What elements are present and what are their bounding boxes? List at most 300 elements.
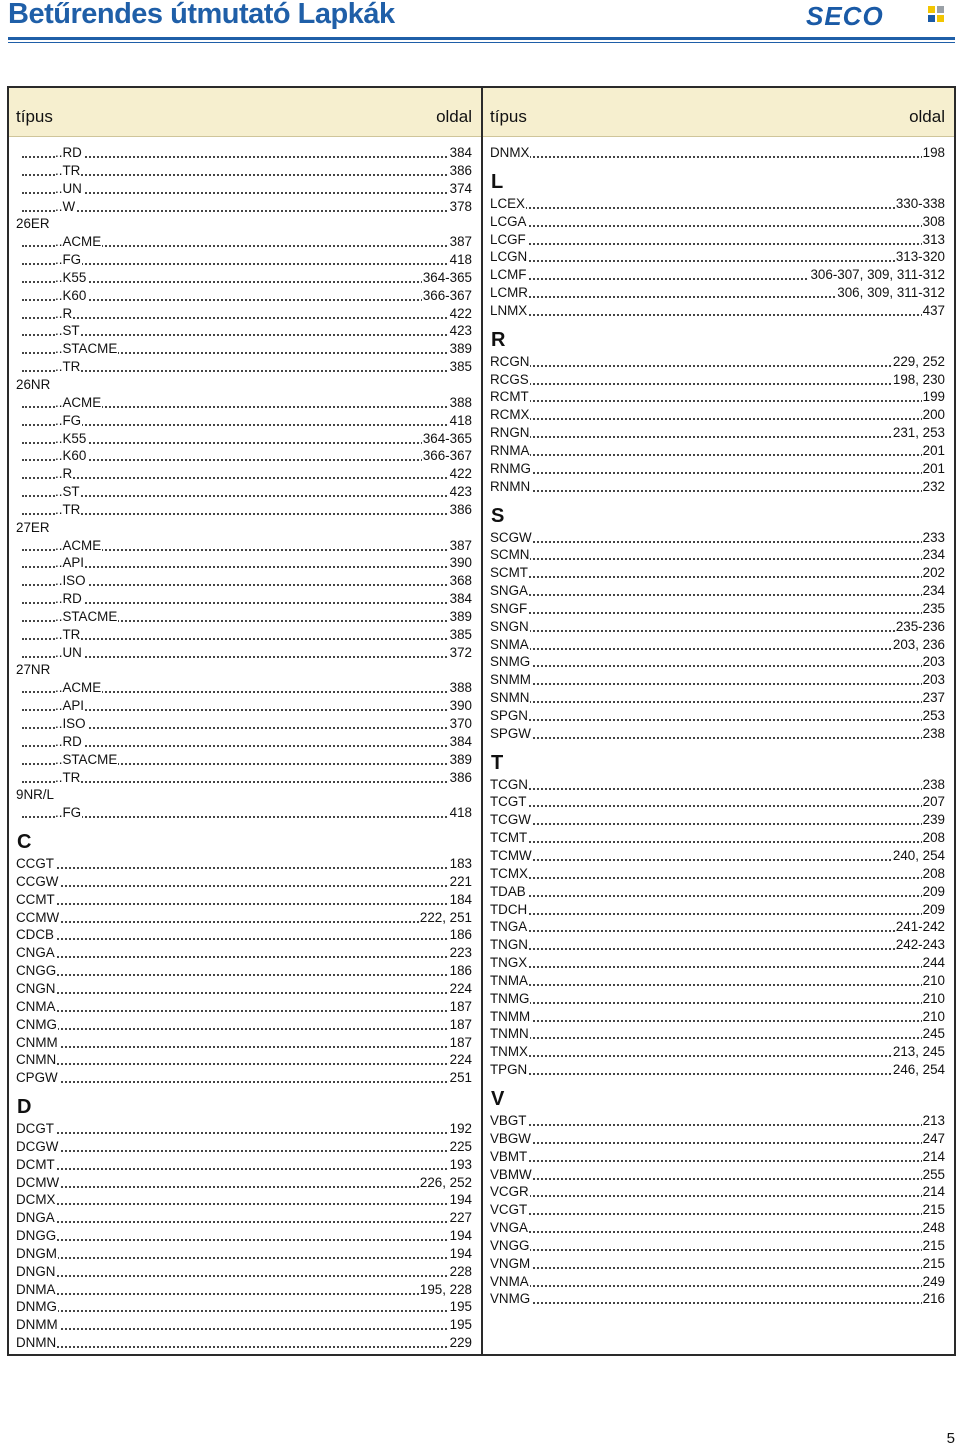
index-entry [16, 980, 472, 998]
page-reference: 384 [449, 591, 472, 607]
dot-leader [496, 1302, 939, 1304]
insert-type: DCGW [16, 1138, 59, 1154]
page-title: Betűrendes útmutató Lapkák [8, 0, 395, 30]
index-entry [16, 926, 472, 944]
index-entry [16, 626, 472, 644]
dot-leader [22, 1081, 466, 1083]
index-entry [490, 725, 945, 743]
insert-type: VNGA [490, 1220, 528, 1236]
insert-type: CNGA [16, 945, 55, 961]
index-entry [490, 653, 945, 671]
dot-leader [496, 1178, 939, 1180]
dot-leader [22, 745, 466, 747]
index-entry [16, 715, 472, 733]
dot-leader [496, 1124, 939, 1126]
dot-leader [496, 400, 939, 402]
index-entry [16, 1227, 472, 1245]
dot-leader [22, 477, 466, 479]
insert-type: ..ACME [55, 680, 102, 696]
dot-leader [496, 541, 939, 543]
insert-type: ..ST [55, 323, 80, 339]
index-entry [490, 847, 945, 865]
dot-leader [22, 638, 466, 640]
dot-leader [22, 781, 466, 783]
index-entry [490, 1237, 945, 1255]
index-entry [16, 909, 472, 927]
page-reference: 208 [922, 865, 945, 881]
insert-type: VCGR [490, 1184, 529, 1200]
insert-type: CCGT [16, 856, 54, 872]
index-entry [16, 855, 472, 873]
index-entry [490, 671, 945, 689]
dot-leader [496, 683, 939, 685]
index-entry [490, 424, 945, 442]
dot-leader [22, 1328, 466, 1330]
dot-leader [496, 859, 939, 861]
dot-leader [496, 314, 939, 316]
insert-type: ..API [55, 698, 85, 714]
insert-type: ..API [55, 555, 85, 571]
dot-leader [496, 1231, 939, 1233]
page-reference: 234 [922, 583, 945, 599]
group-heading [16, 215, 472, 233]
dot-leader [496, 877, 939, 879]
dot-leader [22, 921, 466, 923]
insert-type: SNGF [490, 600, 528, 616]
page-reference: 200 [922, 407, 945, 423]
page-reference: 238 [922, 776, 945, 792]
index-list-left [16, 144, 472, 1352]
page-reference: 255 [922, 1166, 945, 1182]
page-reference: 235-236 [895, 618, 945, 634]
group-heading-label: 9NR/L [16, 787, 54, 803]
page-reference: 201 [922, 460, 945, 476]
index-entry [16, 1120, 472, 1138]
dot-leader [496, 1020, 939, 1022]
index-entry [16, 1156, 472, 1174]
dot-leader [496, 1160, 939, 1162]
page-reference: 194 [449, 1245, 472, 1261]
insert-type: LCEX [490, 195, 525, 211]
page-reference: 246, 254 [892, 1062, 945, 1078]
insert-type: CCMT [16, 891, 55, 907]
dot-leader [22, 495, 466, 497]
dot-leader [22, 1132, 466, 1134]
dot-leader [22, 1063, 466, 1065]
page-reference: 372 [449, 644, 472, 660]
index-entry [16, 144, 472, 162]
index-entry [490, 1273, 945, 1291]
dot-leader [22, 459, 466, 461]
index-entry [16, 180, 472, 198]
index-entry [16, 269, 472, 287]
insert-type: ..ACME [55, 537, 102, 553]
insert-type: TCGW [490, 812, 531, 828]
insert-type: ..W [55, 198, 76, 214]
page-reference: 222, 251 [419, 909, 472, 925]
insert-type: TCMT [490, 830, 528, 846]
dot-leader [22, 513, 466, 515]
page-reference: 241-242 [895, 919, 945, 935]
dot-leader [496, 576, 939, 578]
page-reference: 194 [449, 1192, 472, 1208]
page-reference: 308 [922, 213, 945, 229]
section-letter [490, 320, 945, 353]
dot-leader [496, 966, 939, 968]
group-heading-label: 26ER [16, 216, 50, 232]
page-reference: 227 [449, 1210, 472, 1226]
index-entry [490, 546, 945, 564]
insert-type: DCGT [16, 1121, 54, 1137]
dot-leader [22, 992, 466, 994]
index-entry [16, 1316, 472, 1334]
page-reference: 418 [449, 412, 472, 428]
page-reference: 234 [922, 547, 945, 563]
page-reference: 384 [449, 145, 472, 160]
index-entry [490, 811, 945, 829]
page-reference: 231, 253 [892, 425, 945, 441]
insert-type: TNMX [490, 1044, 528, 1060]
dot-leader [496, 930, 939, 932]
page-reference: 242-243 [895, 937, 945, 953]
index-entry [490, 284, 945, 302]
index-entry [490, 582, 945, 600]
insert-type: SNMN [490, 690, 530, 706]
page-reference: 183 [449, 856, 472, 872]
group-heading [16, 786, 472, 804]
page-reference: 387 [449, 234, 472, 250]
insert-type: DCMW [16, 1174, 60, 1190]
insert-type: ..ISO [55, 573, 86, 589]
page-reference: 186 [449, 927, 472, 943]
insert-type: CNGN [16, 980, 56, 996]
dot-leader [22, 974, 466, 976]
page-reference: 209 [922, 901, 945, 917]
index-entry [490, 442, 945, 460]
index-entry [16, 608, 472, 626]
page-reference: 239 [922, 812, 945, 828]
index-entry [490, 618, 945, 636]
insert-type: ..FG [55, 805, 82, 821]
insert-type: CNMN [16, 1052, 57, 1068]
index-entry [490, 936, 945, 954]
dot-leader [496, 719, 939, 721]
index-entry [16, 1016, 472, 1034]
index-entry [490, 144, 945, 162]
page-reference: 437 [922, 302, 945, 318]
page-reference: 224 [449, 1052, 472, 1068]
dot-leader [22, 174, 466, 176]
insert-type: ..TR [55, 769, 81, 785]
page-reference: 330-338 [895, 195, 945, 211]
page-reference: 233 [922, 529, 945, 545]
section-letter [16, 822, 472, 855]
dot-leader [22, 1293, 466, 1295]
index-entry [16, 644, 472, 662]
page-reference: 195 [449, 1299, 472, 1315]
page-reference: 198 [922, 145, 945, 160]
page-reference: 386 [449, 769, 472, 785]
group-heading [16, 661, 472, 679]
insert-type: ..RD [55, 145, 82, 160]
index-entry [490, 478, 945, 496]
insert-type: ..K55 [55, 430, 87, 446]
index-entry [490, 564, 945, 582]
insert-type: TCMX [490, 865, 528, 881]
logo-square-gray [937, 6, 944, 13]
dot-leader [496, 454, 939, 456]
dot-leader [496, 225, 939, 227]
group-heading-label: 27NR [16, 662, 51, 678]
group-heading [16, 376, 472, 394]
index-entry [490, 954, 945, 972]
dot-leader [496, 1055, 939, 1057]
index-entry [490, 213, 945, 231]
index-entry [16, 412, 472, 430]
dot-leader [496, 1285, 939, 1287]
insert-type: VNMG [490, 1291, 531, 1307]
insert-type: ..FG [55, 412, 82, 428]
logo-square-blue [928, 15, 935, 22]
insert-type: TNMN [490, 1026, 529, 1042]
type-column-label: típus [16, 107, 53, 126]
index-entry [16, 697, 472, 715]
insert-type: DNGG [16, 1228, 57, 1244]
page-reference: 384 [449, 733, 472, 749]
index-entry [490, 1043, 945, 1061]
dot-leader [22, 1150, 466, 1152]
index-entry [16, 944, 472, 962]
insert-type: TCGT [490, 794, 527, 810]
insert-type: ..TR [55, 626, 81, 642]
insert-type: VCGT [490, 1202, 528, 1218]
section-letter-label: V [491, 1087, 505, 1110]
index-entry [490, 353, 945, 371]
page-reference: 313 [922, 231, 945, 247]
dot-leader [22, 281, 466, 283]
index-entry [16, 1069, 472, 1087]
dot-leader [22, 938, 466, 940]
insert-type: TNGN [490, 937, 528, 953]
insert-type: VNMA [490, 1273, 529, 1289]
dot-leader [22, 424, 466, 426]
index-entry [16, 891, 472, 909]
index-entry [490, 266, 945, 284]
index-entry [16, 322, 472, 340]
insert-type: DNMM [16, 1317, 58, 1333]
dot-leader [496, 243, 939, 245]
insert-type: ..TR [55, 162, 81, 178]
index-entry [16, 1281, 472, 1299]
title-rule [8, 37, 955, 40]
index-entry [16, 233, 472, 251]
insert-type: SCMT [490, 565, 528, 581]
page-reference: 249 [922, 1273, 945, 1289]
dot-leader [496, 948, 939, 950]
insert-type: VBMT [490, 1148, 528, 1164]
page-reference: 247 [922, 1130, 945, 1146]
dot-leader [496, 436, 939, 438]
insert-type: RCMX [490, 407, 530, 423]
index-entry [490, 636, 945, 654]
insert-type: ..RD [55, 591, 82, 607]
dot-leader [22, 956, 466, 958]
index-entry [16, 554, 472, 572]
index-entry [490, 990, 945, 1008]
page-reference: 195, 228 [419, 1281, 472, 1297]
section-letter [490, 496, 945, 529]
insert-type: SNMA [490, 636, 529, 652]
dot-leader [496, 913, 939, 915]
dot-leader [496, 1142, 939, 1144]
insert-type: ..STACME [55, 608, 118, 624]
group-heading [16, 519, 472, 537]
insert-type: TNMG [490, 990, 530, 1006]
page-reference: 235 [922, 600, 945, 616]
dot-leader [22, 1186, 466, 1188]
page-reference: 418 [449, 805, 472, 821]
insert-type: DNMX [490, 145, 530, 160]
dot-leader [496, 1267, 939, 1269]
insert-type: LCGA [490, 213, 527, 229]
page-reference: 388 [449, 680, 472, 696]
index-entry [490, 388, 945, 406]
page-reference: 229 [449, 1335, 472, 1351]
insert-type: DNMN [16, 1335, 57, 1351]
insert-type: ..K60 [55, 448, 87, 464]
insert-type: VBGW [490, 1130, 531, 1146]
page-reference: 370 [449, 716, 472, 731]
page-reference: 221 [449, 873, 472, 889]
index-entry [490, 883, 945, 901]
dot-leader [496, 260, 939, 262]
insert-type: RNMN [490, 478, 531, 494]
group-heading-label: 27ER [16, 519, 50, 535]
page-reference: 422 [449, 305, 472, 321]
page-reference: 238 [922, 725, 945, 741]
section-letter-label: R [491, 328, 506, 351]
page-reference: 244 [922, 955, 945, 971]
insert-type: CNMG [16, 1016, 57, 1032]
insert-type: VNGG [490, 1237, 530, 1253]
dot-leader [496, 665, 939, 667]
insert-type: SCMN [490, 547, 530, 563]
index-entry [16, 537, 472, 555]
page-reference: 385 [449, 359, 472, 375]
index-entry [490, 1025, 945, 1043]
page-reference: 364-365 [422, 430, 472, 446]
insert-type: CPGW [16, 1070, 58, 1086]
insert-type: SNGA [490, 583, 528, 599]
insert-type: RCGS [490, 371, 529, 387]
insert-type: CNMM [16, 1034, 58, 1050]
insert-type: ..RD [55, 733, 82, 749]
dot-leader [496, 365, 939, 367]
section-letter-label: C [17, 831, 32, 854]
dot-leader [496, 207, 939, 209]
page-reference: 210 [922, 972, 945, 988]
page-reference: 207 [922, 794, 945, 810]
index-entry [16, 590, 472, 608]
page-reference: 229, 252 [892, 353, 945, 369]
page-reference: 203 [922, 654, 945, 670]
insert-type: ..ACME [55, 234, 102, 250]
page-reference: 223 [449, 945, 472, 961]
index-entry [490, 1290, 945, 1308]
dot-leader [496, 558, 939, 560]
index-entry [490, 529, 945, 547]
index-entry [16, 998, 472, 1016]
dot-leader [496, 895, 939, 897]
insert-type: ..ST [55, 484, 80, 500]
page-reference: 423 [449, 323, 472, 339]
index-entry [16, 162, 472, 180]
page-reference: 306, 309, 311-312 [837, 285, 945, 301]
page-reference: 251 [449, 1070, 472, 1086]
insert-type: DNMG [16, 1299, 57, 1315]
insert-type: VNGM [490, 1255, 531, 1271]
page-reference: 214 [922, 1148, 945, 1164]
title-rule-thin [8, 42, 955, 43]
page-reference: 385 [449, 626, 472, 642]
insert-type: ..K55 [55, 269, 87, 285]
insert-type: RNGN [490, 425, 530, 441]
page-reference: 215 [922, 1202, 945, 1218]
section-letter-label: D [17, 1096, 32, 1119]
insert-type: ..R [55, 305, 73, 321]
logo-square-yellow [928, 6, 935, 13]
dot-leader [22, 299, 466, 301]
insert-type: TNGX [490, 955, 528, 971]
insert-type: DNGA [16, 1210, 55, 1226]
dot-leader [22, 192, 466, 194]
page-reference: 366-367 [422, 287, 472, 303]
dot-leader [496, 841, 939, 843]
dot-leader [22, 263, 466, 265]
insert-type: ..FG [55, 252, 82, 268]
index-entry [490, 865, 945, 883]
dot-leader [22, 210, 466, 212]
insert-type: ..ISO [55, 716, 86, 731]
index-entry [490, 1183, 945, 1201]
index-entry [16, 733, 472, 751]
insert-type: SNMG [490, 654, 531, 670]
index-entry [490, 1166, 945, 1184]
index-entry [490, 1255, 945, 1273]
dot-leader [22, 584, 466, 586]
page-reference: 210 [922, 990, 945, 1006]
insert-type: CCMW [16, 909, 60, 925]
insert-type: CNMA [16, 998, 56, 1014]
dot-leader [22, 816, 466, 818]
page-reference: 418 [449, 252, 472, 268]
section-letter [490, 162, 945, 195]
page-reference: 228 [449, 1263, 472, 1279]
insert-type: TDAB [490, 883, 526, 899]
dot-leader [22, 1203, 466, 1205]
index-entry [16, 751, 472, 769]
column-header [483, 88, 954, 137]
page-reference: 203 [922, 672, 945, 688]
page-column-label: oldal [909, 107, 945, 126]
page-reference: 192 [449, 1121, 472, 1137]
index-entry [16, 1174, 472, 1192]
dot-leader [496, 1073, 939, 1075]
index-entry [490, 302, 945, 320]
index-entry [490, 248, 945, 266]
page-reference: 388 [449, 394, 472, 410]
insert-type: CDCB [16, 927, 54, 943]
